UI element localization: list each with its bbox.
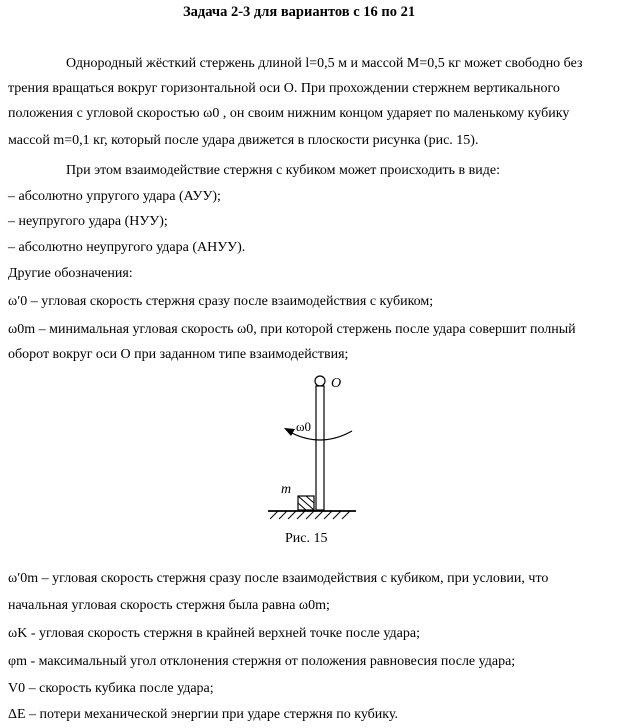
- notation-delta-e: ΔE – потери механической энергии при ударе стержня по кубику.: [8, 707, 398, 722]
- rotation-arrowhead: [284, 428, 295, 436]
- notation-heading: Другие обозначения:: [8, 266, 133, 281]
- interaction-type-perfectly-inelastic: – абсолютно неупругого удара (АНУУ).: [8, 240, 246, 255]
- problem-line-3: положения с угловой скоростью ω0 , он своим нижним концом ударяет по маленькому кубику: [8, 106, 570, 121]
- problem-line-4: массой m=0,1 кг, который после удара движется в плоскости рисунка (рис. 15).: [8, 133, 479, 148]
- notation-omega-prime-0m: ω′0m – угловая скорость стержня сразу после взаимодействия с кубиком, при условии, что: [8, 571, 549, 586]
- interaction-type-inelastic: – неупругого удара (НУУ);: [8, 214, 168, 229]
- notation-omega-0m-cont: оборот вокруг оси О при заданном типе взаимодействия;: [8, 347, 349, 362]
- rod: [316, 386, 324, 510]
- problem-line-1: Однородный жёсткий стержень длиной l=0,5 м и массой M=0,5 кг может свободно без: [66, 56, 583, 71]
- page-title: Задача 2-3 для вариантов с 16 по 21: [183, 4, 416, 20]
- notation-omega-0m: ω0m – минимальная угловая скорость ω0, при которой стержень после удара совершит полный: [8, 322, 576, 337]
- omega-label: ω0: [296, 419, 312, 434]
- notation-phi-m: φm - максимальный угол отклонения стержня от положения равновесия после удара;: [8, 654, 516, 669]
- mass-label: m: [281, 482, 292, 497]
- pivot-axis: [315, 376, 325, 386]
- interaction-intro: При этом взаимодействие стержня с кубиком может происходить в виде:: [66, 163, 500, 178]
- axis-label: O: [331, 376, 342, 391]
- notation-omega-prime-0: ω′0 – угловая скорость стержня сразу после взаимодействия с кубиком;: [8, 294, 434, 309]
- figure-caption: Рис. 15: [285, 531, 328, 546]
- notation-omega-k: ωK - угловая скорость стержня в крайней верхней точке после удара;: [8, 626, 420, 641]
- notation-omega-prime-0m-cont: начальная угловая скорость стержня была равна ω0m;: [8, 598, 330, 613]
- ground-hatching: [270, 511, 350, 519]
- problem-line-2: трения вращаться вокруг горизонтальной оси О. При прохождении стержнем вертикального: [8, 81, 560, 96]
- interaction-type-elastic: – абсолютно упругого удара (АУУ);: [8, 189, 221, 204]
- notation-v0: V0 – скорость кубика после удара;: [8, 681, 214, 696]
